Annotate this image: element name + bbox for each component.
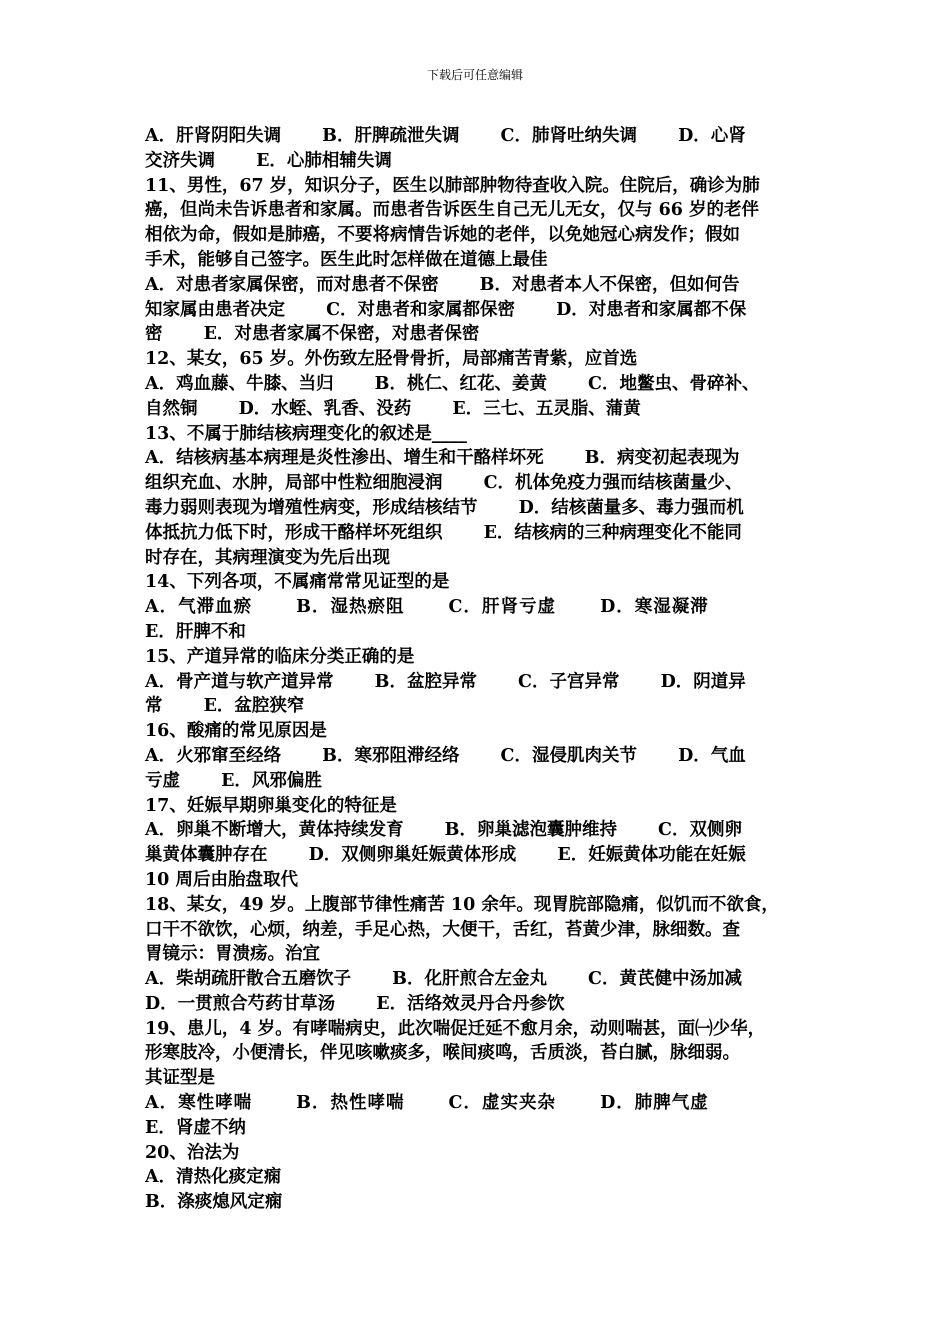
text-line: 16、酸痛的常见原因是: [145, 721, 327, 742]
text-line: 形寒肢冷，小便清长，伴见咳嗽痰多，喉间痰鸣，舌质淡，苔白腻，脉细弱。: [145, 1043, 740, 1064]
text-line: A．卵巢不断增大，黄体持续发育 B．卵巢滤泡囊肿维持 C．双侧卵: [145, 820, 742, 841]
text-line: 胃镜示：胃溃疡。治宜: [145, 944, 320, 965]
text-line: 15、产道异常的临床分类正确的是: [145, 646, 415, 667]
text-line: A．鸡血藤、牛膝、当归 B．桃仁、红花、姜黄 C．地鳖虫、骨碎补、: [145, 373, 760, 394]
text-line: A．对患者家属保密，而对患者不保密 B．对患者本人不保密，但如何告: [145, 274, 740, 295]
text-line: 13、不属于肺结核病理变化的叙述是____: [145, 423, 467, 444]
text-line: 口干不欲饮，心烦，纳差，手足心热，大便干，舌红，苔黄少津，脉细数。查: [145, 919, 740, 940]
text-line: 交济失调 E．心肺相辅失调: [145, 150, 392, 171]
text-line: A．气滞血瘀 B．湿热瘀阻 C．肝肾亏虚 D．寒湿凝滞: [145, 597, 709, 618]
text-line: A．结核病基本病理是炎性渗出、增生和干酪样坏死 B．病变初起表现为: [145, 448, 740, 469]
text-line: 10 周后由胎盘取代: [145, 869, 298, 890]
text-line: 19、患儿，4 岁。有哮喘病史，此次喘促迁延不愈月余，动则喘甚，面㈠少华，: [145, 1018, 766, 1039]
text-line: 14、下列各项，不属痛常常见证型的是: [145, 572, 450, 593]
text-line: 体抵抗力低下时，形成干酪样坏死组织 E．结核病的三种病理变化不能同: [145, 522, 742, 543]
text-line: A．柴胡疏肝散合五磨饮子 B．化肝煎合左金丸 C．黄芪健中汤加减: [145, 969, 742, 990]
text-line: 相依为命，假如是肺癌，不要将病情告诉她的老伴，以免她冠心病发作；假如: [145, 225, 740, 246]
text-line: A．寒性哮喘 B．热性哮喘 C．虚实夹杂 D．肺脾气虚: [145, 1093, 709, 1114]
text-line: 自然铜 D．水蛭、乳香、没药 E．三七、五灵脂、蒲黄: [145, 398, 641, 419]
text-line: 亏虚 E．风邪偏胜: [145, 770, 322, 791]
text-line: 知家属由患者决定 C．对患者和家属都保密 D．对患者和家属都不保: [145, 299, 747, 320]
text-line: 密 E．对患者家属不保密，对患者保密: [145, 324, 480, 345]
text-line: E．肝脾不和: [145, 621, 246, 642]
text-line: A．骨产道与软产道异常 B．盆腔异常 C．子宫异常 D．阴道异: [145, 671, 746, 692]
text-line: 常 E．盆腔狭窄: [145, 696, 305, 717]
text-line: 手术，能够自己签字。医生此时怎样做在道德上最佳: [145, 249, 548, 270]
text-line: 18、某女，49 岁。上腹部节律性痛苦 10 余年。现胃脘部隐痛，似饥而不欲食，: [145, 894, 779, 915]
text-line: A．肝肾阴阳失调 B．肝脾疏泄失调 C．肺肾吐纳失调 D．心肾: [145, 126, 746, 146]
text-line: 11、男性，67 岁，知识分子，医生以肺部肿物待查收入院。住院后，确诊为肺: [145, 175, 760, 196]
text-line: 组织充血、水肿，局部中性粒细胞浸润 C．机体免疫力强而结核菌量少、: [145, 473, 743, 494]
page-header: 下载后可任意编辑: [426, 68, 523, 82]
text-line: E．肾虚不纳: [145, 1117, 246, 1138]
text-line: 12、某女，65 岁。外伤致左胫骨骨折，局部痛苦青紫，应首选: [145, 349, 638, 370]
text-line: A．火邪窜至经络 B．寒邪阻滞经络 C．湿侵肌肉关节 D．气血: [145, 745, 746, 766]
text-line: 时存在，其病理演变为先后出现: [145, 547, 390, 568]
text-line: 巢黄体囊肿存在 D．双侧卵巢妊娠黄体形成 E．妊娠黄体功能在妊娠: [145, 845, 746, 866]
text-line: A．清热化痰定痫: [145, 1167, 282, 1188]
text-line: 17、妊娠早期卵巢变化的特征是: [145, 795, 397, 816]
document-body: [145, 124, 810, 1215]
text-line: 其证型是: [145, 1068, 215, 1089]
text-line: D．一贯煎合芍药甘草汤 E．活络效灵丹合丹参饮: [145, 993, 565, 1014]
text-line: 20、治法为: [145, 1142, 240, 1163]
text-line: 毒力弱则表现为增殖性病变，形成结核结节 D．结核菌量多、毒力强而机: [145, 497, 744, 518]
text-line: B．涤痰熄风定痫: [145, 1192, 283, 1213]
text-line: 癌，但尚未告诉患者和家属。而患者告诉医生自己无儿无女，仅与 66 岁的老伴: [145, 200, 760, 221]
